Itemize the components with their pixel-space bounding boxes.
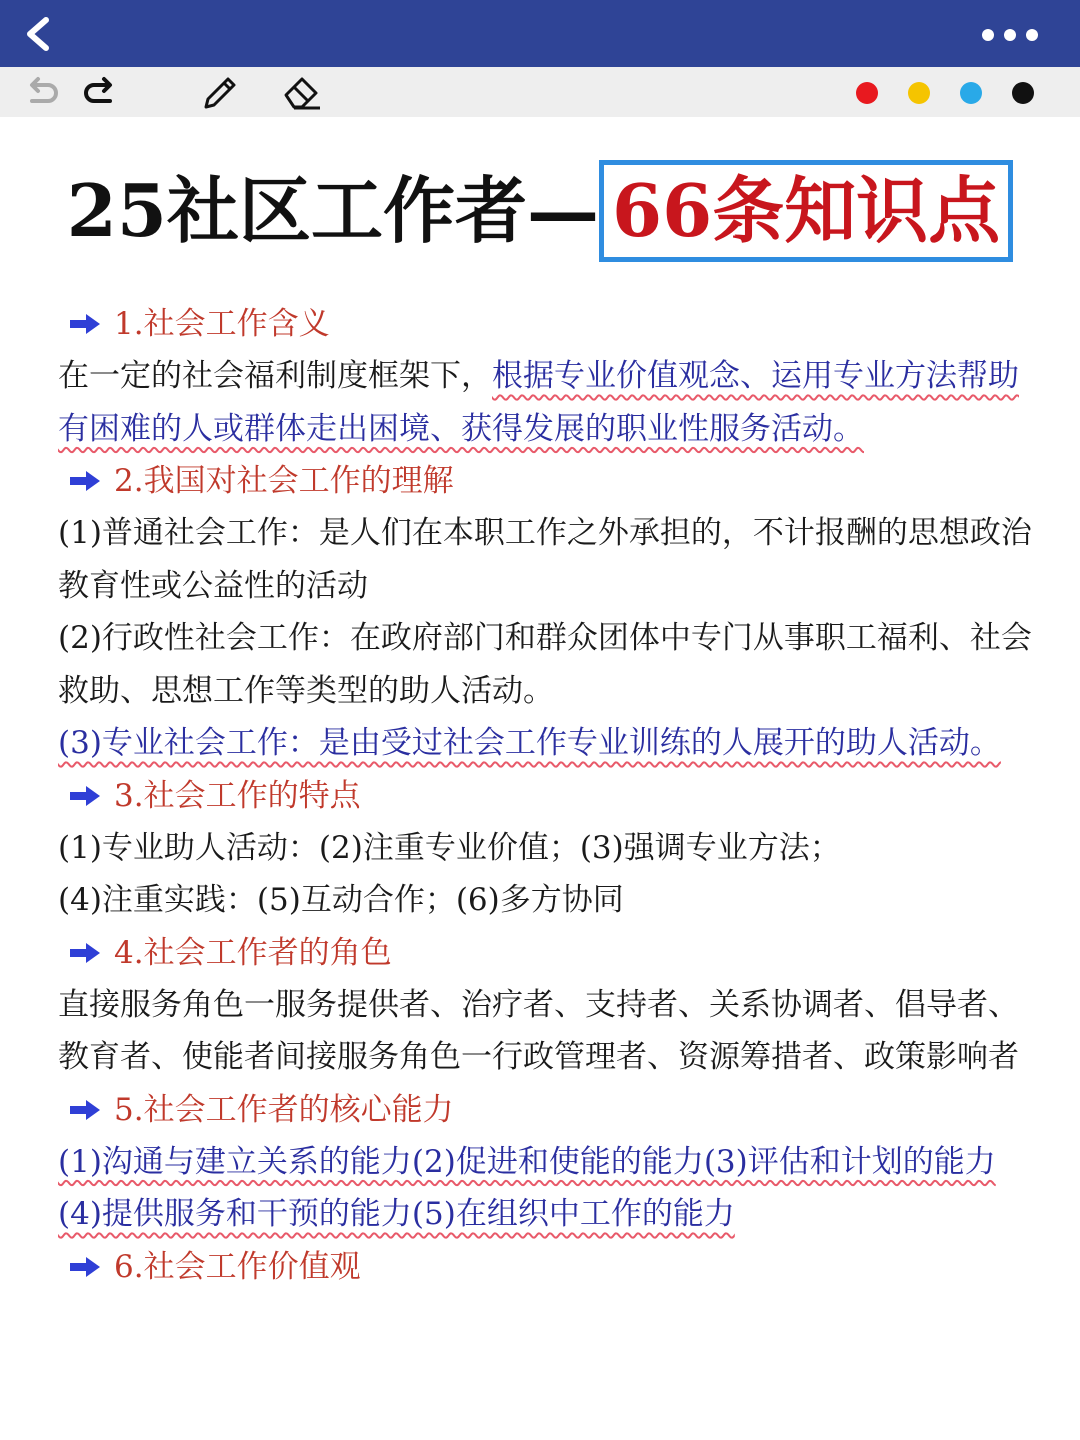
section-heading-text: 3.社会工作的特点 <box>114 777 361 814</box>
section-heading-4 <box>58 927 1038 979</box>
section-heading-text: 1.社会工作含义 <box>114 306 330 342</box>
section-2-item-2: (2)行政性社会工作：在政府部门和群众团体中专门从事职工福利、社会救助、思想工作等类型的助人活动。 <box>58 620 1032 709</box>
color-swatch-yellow[interactable] <box>908 82 930 104</box>
more-button[interactable] <box>980 26 1040 44</box>
title-main: 25社区工作者— <box>66 168 599 253</box>
arrow-right-icon <box>68 312 102 336</box>
pencil-icon <box>198 75 238 111</box>
title-highlight-box: 66条知识点 <box>599 160 1013 262</box>
section-4-body: 直接服务角色一服务提供者、治疗者、支持者、关系协调者、倡导者、教育者、使能者间接服务角色一行政管理者、资源筹措者、政策影响者 <box>58 986 1019 1075</box>
arrow-right-icon <box>68 784 102 808</box>
color-swatch-black[interactable] <box>1012 82 1034 104</box>
section-1-highlight: 根据专业价值观念、运用专业方法帮助有困难的人或群体走出困境、获得发展的职业性服务活动。 <box>58 358 1019 447</box>
color-swatch-blue[interactable] <box>960 82 982 104</box>
section-5-body-wrap <box>58 1136 1038 1241</box>
arrow-right-icon <box>68 1098 102 1122</box>
section-heading-2 <box>58 455 1038 507</box>
pen-tool-button[interactable] <box>198 75 238 111</box>
section-heading-text: 2.我国对社会工作的理解 <box>114 463 454 499</box>
color-swatch-red[interactable] <box>856 82 878 104</box>
undo-button[interactable] <box>22 75 62 111</box>
arrow-right-icon <box>68 469 102 493</box>
redo-icon <box>80 75 120 111</box>
chevron-left-icon <box>18 14 58 54</box>
arrow-right-icon <box>68 941 102 965</box>
section-heading-6 <box>58 1241 1038 1293</box>
section-heading-3 <box>58 770 1038 822</box>
eraser-tool-button[interactable] <box>282 75 322 111</box>
section-1-text: 在一定的社会福利制度框架下， <box>58 358 492 394</box>
back-button[interactable] <box>18 14 58 54</box>
section-heading-text: 4.社会工作者的角色 <box>114 934 392 971</box>
section-heading-1 <box>58 298 1038 350</box>
section-heading-text: 5.社会工作者的核心能力 <box>114 1091 454 1128</box>
redo-button[interactable] <box>80 75 120 111</box>
top-nav-bar <box>0 0 1080 67</box>
arrow-right-icon <box>68 1255 102 1279</box>
section-5-body: (1)沟通与建立关系的能力(2)促进和使能的能力(3)评估和计划的能力(4)提供服务和干预的能力(5)在组织中工作的能力 <box>58 1143 996 1232</box>
more-dots-icon <box>980 26 1040 44</box>
section-2-item-3: (3)专业社会工作：是由受过社会工作专业训练的人展开的助人活动。 <box>58 725 1001 761</box>
eraser-icon <box>282 75 322 111</box>
section-3-line-1: (1)专业助人活动：(2)注重专业价值；(3)强调专业方法； <box>58 829 841 866</box>
drawing-toolbar <box>0 67 1080 117</box>
section-1-body <box>58 350 1038 455</box>
document-content <box>58 298 1038 1293</box>
section-3-line-2: (4)注重实践：(5)互动合作；(6)多方协同 <box>58 882 624 918</box>
section-2-item-3-wrap <box>58 717 1038 770</box>
section-heading-text: 6.社会工作价值观 <box>114 1248 361 1285</box>
page-title <box>0 160 1080 262</box>
undo-icon <box>22 75 62 111</box>
section-2-item-1: (1)普通社会工作：是人们在本职工作之外承担的，不计报酬的思想政治教育性或公益性的活动 <box>58 515 1032 604</box>
section-heading-5 <box>58 1084 1038 1136</box>
